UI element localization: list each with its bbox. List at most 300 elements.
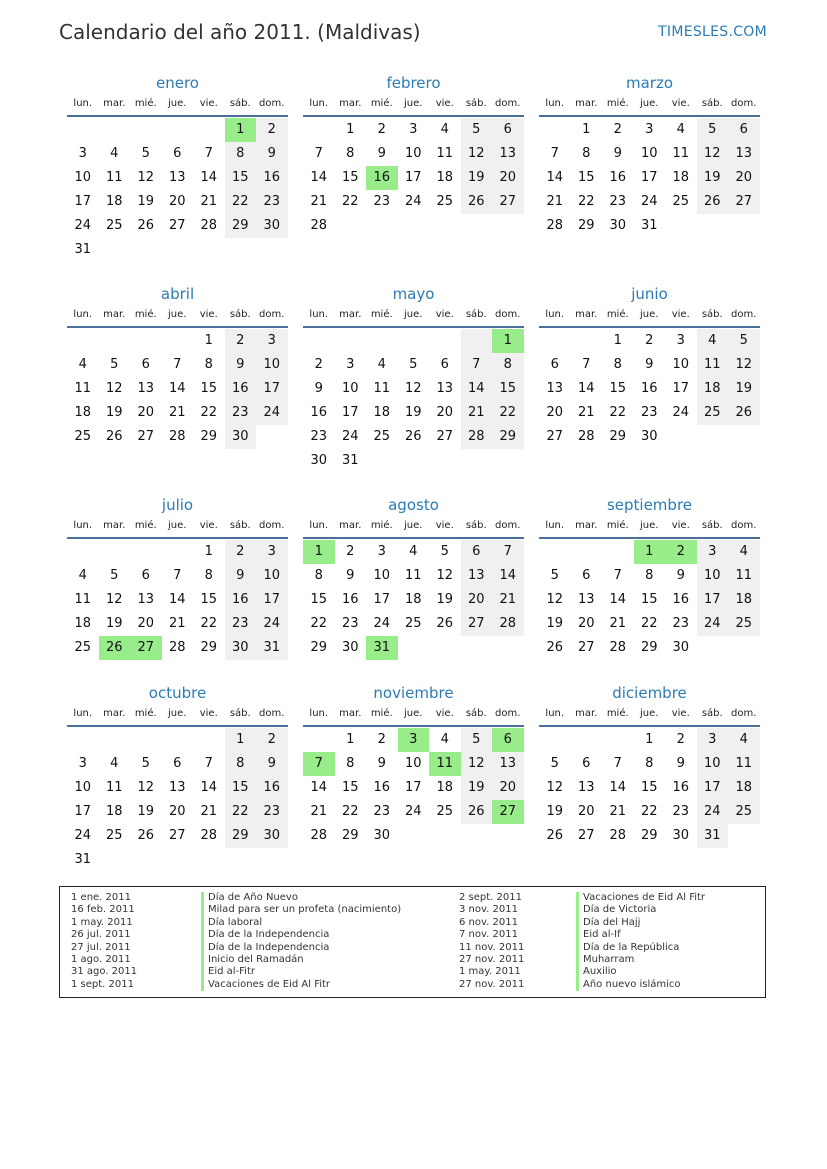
day-cell[interactable]: 3	[256, 329, 288, 353]
day-cell[interactable]: 21	[609, 804, 627, 819]
day-cell[interactable]: 23	[640, 405, 658, 420]
day-cell[interactable]: 17	[256, 588, 288, 612]
day-cell[interactable]: 2	[225, 329, 257, 353]
day-cell[interactable]: 4	[440, 732, 449, 747]
day-cell[interactable]: 29	[225, 824, 257, 848]
day-cell[interactable]: 18	[436, 780, 454, 795]
day-cell[interactable]: 5	[440, 544, 449, 559]
day-cell[interactable]: 26	[697, 190, 729, 214]
day-cell[interactable]: 23	[225, 612, 257, 636]
day-cell[interactable]: 13	[137, 592, 155, 607]
day-cell[interactable]: 9	[613, 146, 622, 161]
day-cell[interactable]: 29	[200, 429, 218, 444]
day-cell[interactable]: 19	[546, 804, 564, 819]
day-cell[interactable]: 8	[492, 353, 524, 377]
day-cell[interactable]: 5	[409, 357, 418, 372]
day-cell[interactable]: 23	[609, 194, 627, 209]
day-cell[interactable]: 14	[200, 780, 218, 795]
day-cell[interactable]: 7	[613, 756, 622, 771]
day-cell[interactable]: 19	[404, 405, 422, 420]
day-cell[interactable]: 1	[225, 728, 257, 752]
day-cell[interactable]: 10	[256, 564, 288, 588]
day-cell[interactable]: 30	[341, 640, 359, 655]
day-cell[interactable]: 5	[110, 568, 119, 583]
day-cell[interactable]: 16	[256, 776, 288, 800]
day-cell[interactable]: 10	[404, 756, 422, 771]
day-cell[interactable]: 19	[137, 194, 155, 209]
day-cell[interactable]: 23	[256, 190, 288, 214]
day-cell[interactable]: 19	[697, 166, 729, 190]
day-cell[interactable]: 10	[74, 170, 92, 185]
day-cell[interactable]: 28	[609, 640, 627, 655]
day-cell[interactable]: 12	[404, 381, 422, 396]
day-cell[interactable]: 17	[256, 377, 288, 401]
day-cell[interactable]: 18	[74, 405, 92, 420]
day-cell[interactable]: 13	[168, 170, 186, 185]
day-cell[interactable]: 20	[546, 405, 564, 420]
day-cell[interactable]: 16	[225, 377, 257, 401]
day-cell[interactable]: 17	[640, 170, 658, 185]
day-cell[interactable]: 13	[168, 780, 186, 795]
day-cell[interactable]: 2	[377, 732, 386, 747]
day-cell[interactable]: 29	[640, 828, 658, 843]
day-cell[interactable]: 30	[672, 828, 690, 843]
day-cell[interactable]: 26	[728, 401, 760, 425]
day-cell[interactable]: 22	[640, 616, 658, 631]
day-cell[interactable]: 3	[377, 544, 386, 559]
day-cell[interactable]: 15	[577, 170, 595, 185]
day-cell[interactable]: 24	[256, 401, 288, 425]
day-cell[interactable]: 30	[373, 828, 391, 843]
day-cell[interactable]: 23	[225, 401, 257, 425]
day-cell[interactable]: 26	[105, 429, 123, 444]
day-cell[interactable]: 8	[225, 752, 257, 776]
day-cell[interactable]: 10	[256, 353, 288, 377]
day-cell[interactable]: 3	[676, 333, 685, 348]
day-cell[interactable]: 25	[105, 828, 123, 843]
day-cell[interactable]: 27	[577, 640, 595, 655]
day-cell[interactable]: 5	[110, 357, 119, 372]
day-cell[interactable]: 20	[168, 194, 186, 209]
day-cell[interactable]: 18	[74, 616, 92, 631]
day-cell[interactable]: 15	[341, 170, 359, 185]
day-cell[interactable]: 27	[546, 429, 564, 444]
day-cell[interactable]: 8	[645, 568, 654, 583]
day-cell[interactable]: 27	[492, 800, 524, 824]
day-cell[interactable]: 25	[436, 194, 454, 209]
day-cell[interactable]: 30	[225, 425, 257, 449]
day-cell[interactable]: 13	[436, 381, 454, 396]
day-cell[interactable]: 9	[225, 353, 257, 377]
day-cell[interactable]: 22	[609, 405, 627, 420]
day-cell[interactable]: 29	[200, 640, 218, 655]
day-cell[interactable]: 23	[672, 804, 690, 819]
day-cell[interactable]: 31	[366, 636, 398, 660]
day-cell[interactable]: 25	[404, 616, 422, 631]
day-cell[interactable]: 12	[461, 752, 493, 776]
day-cell[interactable]: 6	[461, 540, 493, 564]
day-cell[interactable]: 15	[341, 780, 359, 795]
day-cell[interactable]: 1	[582, 122, 591, 137]
day-cell[interactable]: 14	[577, 381, 595, 396]
day-cell[interactable]: 30	[640, 429, 658, 444]
day-cell[interactable]: 10	[74, 780, 92, 795]
day-cell[interactable]: 15	[225, 166, 257, 190]
day-cell[interactable]: 21	[609, 616, 627, 631]
day-cell[interactable]: 27	[577, 828, 595, 843]
day-cell[interactable]: 18	[105, 194, 123, 209]
day-cell[interactable]: 6	[141, 357, 150, 372]
day-cell[interactable]: 14	[546, 170, 564, 185]
day-cell[interactable]: 18	[728, 776, 760, 800]
day-cell[interactable]: 25	[672, 194, 690, 209]
day-cell[interactable]: 21	[310, 804, 328, 819]
day-cell[interactable]: 18	[373, 405, 391, 420]
day-cell[interactable]: 22	[225, 800, 257, 824]
day-cell[interactable]: 4	[697, 329, 729, 353]
day-cell[interactable]: 17	[373, 592, 391, 607]
day-cell[interactable]: 31	[256, 636, 288, 660]
day-cell[interactable]: 17	[404, 780, 422, 795]
day-cell[interactable]: 15	[200, 381, 218, 396]
day-cell[interactable]: 24	[697, 800, 729, 824]
day-cell[interactable]: 2	[256, 728, 288, 752]
day-cell[interactable]: 21	[168, 616, 186, 631]
day-cell[interactable]: 27	[436, 429, 454, 444]
day-cell[interactable]: 6	[173, 756, 182, 771]
day-cell[interactable]: 15	[310, 592, 328, 607]
day-cell[interactable]: 9	[225, 564, 257, 588]
day-cell[interactable]: 9	[256, 142, 288, 166]
day-cell[interactable]: 7	[303, 752, 335, 776]
day-cell[interactable]: 31	[74, 242, 92, 257]
day-cell[interactable]: 3	[398, 728, 430, 752]
day-cell[interactable]: 16	[672, 780, 690, 795]
day-cell[interactable]: 5	[697, 118, 729, 142]
day-cell[interactable]: 5	[550, 756, 559, 771]
day-cell[interactable]: 6	[550, 357, 559, 372]
day-cell[interactable]: 10	[341, 381, 359, 396]
day-cell[interactable]: 13	[546, 381, 564, 396]
day-cell[interactable]: 24	[74, 828, 92, 843]
day-cell[interactable]: 2	[645, 333, 654, 348]
day-cell[interactable]: 26	[546, 828, 564, 843]
day-cell[interactable]: 19	[546, 616, 564, 631]
day-cell[interactable]: 9	[256, 752, 288, 776]
day-cell[interactable]: 22	[225, 190, 257, 214]
day-cell[interactable]: 16	[341, 592, 359, 607]
day-cell[interactable]: 20	[137, 405, 155, 420]
day-cell[interactable]: 3	[697, 728, 729, 752]
day-cell[interactable]: 31	[640, 218, 658, 233]
day-cell[interactable]: 5	[141, 146, 150, 161]
day-cell[interactable]: 9	[377, 146, 386, 161]
day-cell[interactable]: 11	[74, 381, 92, 396]
day-cell[interactable]: 7	[461, 353, 493, 377]
day-cell[interactable]: 8	[314, 568, 323, 583]
day-cell[interactable]: 13	[577, 592, 595, 607]
day-cell[interactable]: 19	[461, 166, 493, 190]
day-cell[interactable]: 12	[137, 780, 155, 795]
day-cell[interactable]: 25	[728, 800, 760, 824]
day-cell[interactable]: 20	[137, 616, 155, 631]
day-cell[interactable]: 13	[461, 564, 493, 588]
day-cell[interactable]: 17	[404, 170, 422, 185]
day-cell[interactable]: 16	[609, 170, 627, 185]
day-cell[interactable]: 3	[645, 122, 654, 137]
day-cell[interactable]: 21	[546, 194, 564, 209]
day-cell[interactable]: 14	[200, 170, 218, 185]
day-cell[interactable]: 1	[645, 732, 654, 747]
day-cell[interactable]: 8	[225, 142, 257, 166]
day-cell[interactable]: 1	[613, 333, 622, 348]
day-cell[interactable]: 7	[173, 357, 182, 372]
day-cell[interactable]: 9	[645, 357, 654, 372]
day-cell[interactable]: 16	[310, 405, 328, 420]
day-cell[interactable]: 24	[404, 804, 422, 819]
day-cell[interactable]: 8	[346, 756, 355, 771]
day-cell[interactable]: 20	[577, 616, 595, 631]
day-cell[interactable]: 11	[105, 170, 123, 185]
day-cell[interactable]: 18	[697, 377, 729, 401]
day-cell[interactable]: 7	[613, 568, 622, 583]
day-cell[interactable]: 3	[697, 540, 729, 564]
day-cell[interactable]: 20	[461, 588, 493, 612]
day-cell[interactable]: 12	[697, 142, 729, 166]
day-cell[interactable]: 5	[550, 568, 559, 583]
day-cell[interactable]: 8	[204, 568, 213, 583]
day-cell[interactable]: 1	[303, 540, 335, 564]
day-cell[interactable]: 29	[609, 429, 627, 444]
day-cell[interactable]: 18	[404, 592, 422, 607]
day-cell[interactable]: 3	[78, 146, 87, 161]
day-cell[interactable]: 8	[204, 357, 213, 372]
day-cell[interactable]: 17	[74, 194, 92, 209]
day-cell[interactable]: 25	[728, 612, 760, 636]
day-cell[interactable]: 15	[609, 381, 627, 396]
day-cell[interactable]: 11	[373, 381, 391, 396]
day-cell[interactable]: 22	[640, 804, 658, 819]
day-cell[interactable]: 7	[582, 357, 591, 372]
day-cell[interactable]: 29	[225, 214, 257, 238]
day-cell[interactable]: 23	[256, 800, 288, 824]
day-cell[interactable]: 7	[204, 146, 213, 161]
day-cell[interactable]: 11	[728, 564, 760, 588]
day-cell[interactable]: 19	[137, 804, 155, 819]
day-cell[interactable]: 28	[200, 218, 218, 233]
day-cell[interactable]: 26	[546, 640, 564, 655]
day-cell[interactable]: 20	[168, 804, 186, 819]
day-cell[interactable]: 1	[204, 544, 213, 559]
day-cell[interactable]: 24	[74, 218, 92, 233]
day-cell[interactable]: 6	[492, 118, 524, 142]
day-cell[interactable]: 17	[697, 776, 729, 800]
day-cell[interactable]: 30	[672, 640, 690, 655]
day-cell[interactable]: 20	[577, 804, 595, 819]
day-cell[interactable]: 1	[225, 118, 257, 142]
day-cell[interactable]: 4	[78, 357, 87, 372]
day-cell[interactable]: 29	[341, 828, 359, 843]
day-cell[interactable]: 4	[110, 146, 119, 161]
day-cell[interactable]: 10	[697, 564, 729, 588]
day-cell[interactable]: 7	[550, 146, 559, 161]
day-cell[interactable]: 29	[492, 425, 524, 449]
day-cell[interactable]: 3	[256, 540, 288, 564]
day-cell[interactable]: 26	[461, 800, 493, 824]
day-cell[interactable]: 23	[310, 429, 328, 444]
day-cell[interactable]: 10	[672, 357, 690, 372]
day-cell[interactable]: 28	[609, 828, 627, 843]
day-cell[interactable]: 11	[429, 752, 461, 776]
day-cell[interactable]: 29	[577, 218, 595, 233]
day-cell[interactable]: 26	[99, 636, 131, 660]
day-cell[interactable]: 12	[105, 381, 123, 396]
day-cell[interactable]: 11	[74, 592, 92, 607]
day-cell[interactable]: 7	[492, 540, 524, 564]
day-cell[interactable]: 1	[634, 540, 666, 564]
day-cell[interactable]: 29	[310, 640, 328, 655]
day-cell[interactable]: 17	[341, 405, 359, 420]
day-cell[interactable]: 6	[582, 756, 591, 771]
day-cell[interactable]: 13	[577, 780, 595, 795]
day-cell[interactable]: 27	[130, 636, 162, 660]
day-cell[interactable]: 12	[436, 568, 454, 583]
day-cell[interactable]: 11	[697, 353, 729, 377]
day-cell[interactable]: 7	[204, 756, 213, 771]
day-cell[interactable]: 25	[105, 218, 123, 233]
day-cell[interactable]: 1	[346, 732, 355, 747]
day-cell[interactable]: 12	[546, 780, 564, 795]
day-cell[interactable]: 14	[168, 592, 186, 607]
day-cell[interactable]: 24	[697, 612, 729, 636]
day-cell[interactable]: 24	[640, 194, 658, 209]
day-cell[interactable]: 9	[377, 756, 386, 771]
day-cell[interactable]: 2	[665, 540, 697, 564]
day-cell[interactable]: 3	[409, 122, 418, 137]
day-cell[interactable]: 31	[697, 824, 729, 848]
day-cell[interactable]: 27	[728, 190, 760, 214]
day-cell[interactable]: 5	[141, 756, 150, 771]
day-cell[interactable]: 27	[168, 828, 186, 843]
day-cell[interactable]: 16	[366, 166, 398, 190]
day-cell[interactable]: 14	[310, 780, 328, 795]
day-cell[interactable]: 28	[168, 429, 186, 444]
day-cell[interactable]: 11	[404, 568, 422, 583]
day-cell[interactable]: 30	[609, 218, 627, 233]
day-cell[interactable]: 5	[461, 118, 493, 142]
day-cell[interactable]: 21	[310, 194, 328, 209]
brand-logo[interactable]: TIMESLES.COM	[658, 24, 767, 40]
day-cell[interactable]: 4	[78, 568, 87, 583]
day-cell[interactable]: 12	[137, 170, 155, 185]
day-cell[interactable]: 2	[314, 357, 323, 372]
day-cell[interactable]: 19	[436, 592, 454, 607]
day-cell[interactable]: 9	[676, 756, 685, 771]
day-cell[interactable]: 26	[461, 190, 493, 214]
day-cell[interactable]: 22	[200, 405, 218, 420]
day-cell[interactable]: 28	[200, 828, 218, 843]
day-cell[interactable]: 18	[436, 170, 454, 185]
day-cell[interactable]: 24	[341, 429, 359, 444]
day-cell[interactable]: 1	[346, 122, 355, 137]
day-cell[interactable]: 11	[728, 752, 760, 776]
day-cell[interactable]: 11	[105, 780, 123, 795]
day-cell[interactable]: 4	[676, 122, 685, 137]
day-cell[interactable]: 19	[105, 616, 123, 631]
day-cell[interactable]: 27	[492, 190, 524, 214]
day-cell[interactable]: 13	[492, 142, 524, 166]
day-cell[interactable]: 8	[346, 146, 355, 161]
day-cell[interactable]: 18	[728, 588, 760, 612]
day-cell[interactable]: 24	[672, 405, 690, 420]
day-cell[interactable]: 28	[546, 218, 564, 233]
day-cell[interactable]: 28	[310, 218, 328, 233]
day-cell[interactable]: 4	[409, 544, 418, 559]
day-cell[interactable]: 24	[373, 616, 391, 631]
day-cell[interactable]: 15	[225, 776, 257, 800]
day-cell[interactable]: 15	[492, 377, 524, 401]
day-cell[interactable]: 25	[74, 429, 92, 444]
day-cell[interactable]: 23	[672, 616, 690, 631]
day-cell[interactable]: 20	[728, 166, 760, 190]
day-cell[interactable]: 18	[105, 804, 123, 819]
day-cell[interactable]: 9	[314, 381, 323, 396]
day-cell[interactable]: 4	[110, 756, 119, 771]
day-cell[interactable]: 22	[341, 194, 359, 209]
day-cell[interactable]: 19	[461, 776, 493, 800]
day-cell[interactable]: 20	[492, 776, 524, 800]
day-cell[interactable]: 25	[697, 401, 729, 425]
day-cell[interactable]: 16	[672, 592, 690, 607]
day-cell[interactable]: 10	[373, 568, 391, 583]
day-cell[interactable]: 14	[609, 780, 627, 795]
day-cell[interactable]: 30	[256, 824, 288, 848]
day-cell[interactable]: 26	[137, 218, 155, 233]
day-cell[interactable]: 9	[346, 568, 355, 583]
day-cell[interactable]: 25	[373, 429, 391, 444]
day-cell[interactable]: 2	[346, 544, 355, 559]
day-cell[interactable]: 1	[492, 329, 524, 353]
day-cell[interactable]: 13	[728, 142, 760, 166]
day-cell[interactable]: 3	[346, 357, 355, 372]
day-cell[interactable]: 4	[377, 357, 386, 372]
day-cell[interactable]: 14	[492, 564, 524, 588]
day-cell[interactable]: 1	[204, 333, 213, 348]
day-cell[interactable]: 26	[436, 616, 454, 631]
day-cell[interactable]: 22	[577, 194, 595, 209]
day-cell[interactable]: 21	[200, 804, 218, 819]
day-cell[interactable]: 6	[173, 146, 182, 161]
day-cell[interactable]: 12	[546, 592, 564, 607]
day-cell[interactable]: 20	[436, 405, 454, 420]
day-cell[interactable]: 16	[225, 588, 257, 612]
day-cell[interactable]: 21	[200, 194, 218, 209]
day-cell[interactable]: 15	[640, 780, 658, 795]
day-cell[interactable]: 14	[461, 377, 493, 401]
day-cell[interactable]: 30	[256, 214, 288, 238]
day-cell[interactable]: 8	[645, 756, 654, 771]
day-cell[interactable]: 17	[672, 381, 690, 396]
day-cell[interactable]: 16	[373, 780, 391, 795]
day-cell[interactable]: 28	[492, 612, 524, 636]
day-cell[interactable]: 27	[137, 429, 155, 444]
day-cell[interactable]: 7	[173, 568, 182, 583]
day-cell[interactable]: 24	[256, 612, 288, 636]
day-cell[interactable]: 10	[404, 146, 422, 161]
day-cell[interactable]: 23	[373, 804, 391, 819]
day-cell[interactable]: 17	[74, 804, 92, 819]
day-cell[interactable]: 4	[440, 122, 449, 137]
